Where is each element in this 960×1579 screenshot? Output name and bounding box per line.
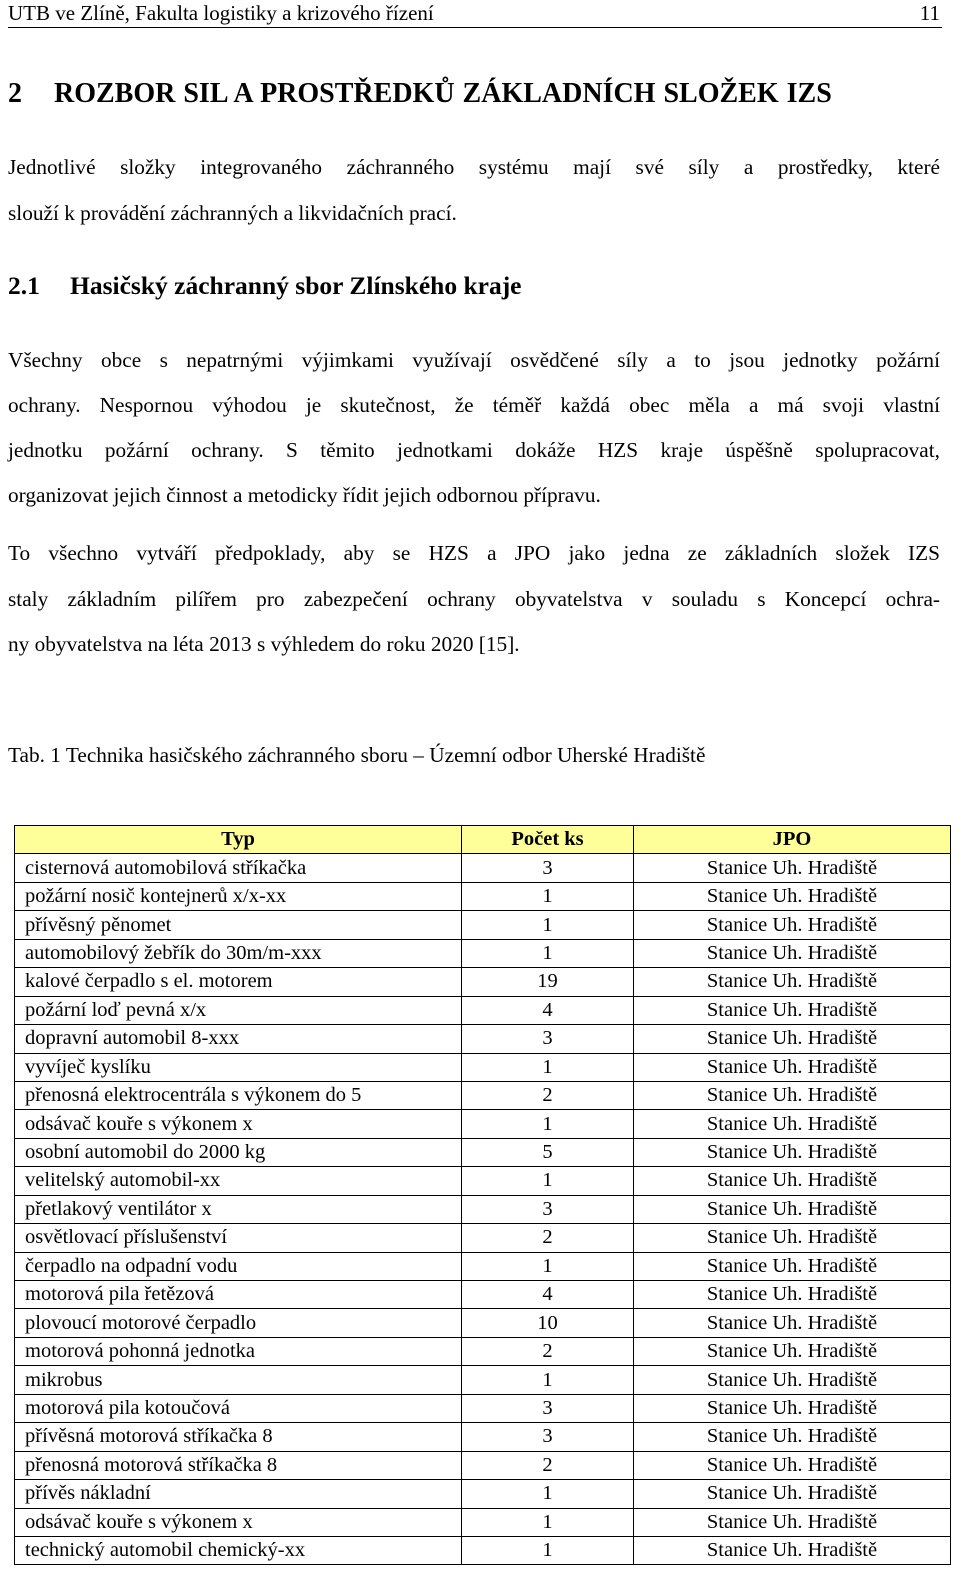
section-number: 2.1 bbox=[8, 271, 40, 300]
cell-typ: přenosná elektrocentrála s výkonem do 5 bbox=[15, 1081, 462, 1109]
cell-count: 1 bbox=[462, 1480, 634, 1508]
cell-jpo: Stanice Uh. Hradiště bbox=[634, 996, 951, 1024]
paragraph-line: To všechno vytváří předpoklady, aby se HZS a JPO jako jedna ze základních složek IZS bbox=[8, 541, 940, 565]
table-header-row bbox=[15, 826, 951, 854]
cell-count: 3 bbox=[462, 854, 634, 882]
table-row bbox=[15, 1224, 951, 1252]
table-caption: Tab. 1 Technika hasičského záchranného sboru – Územní odbor Uherské Hradiště bbox=[8, 743, 706, 767]
cell-typ: plovoucí motorové čerpadlo bbox=[15, 1309, 462, 1337]
paragraph-line: ny obyvatelstva na léta 2013 s výhledem do roku 2020 [15]. bbox=[8, 632, 520, 656]
equipment-table bbox=[14, 825, 951, 1565]
table-row bbox=[15, 1536, 951, 1564]
table-row bbox=[15, 1138, 951, 1166]
cell-typ: mikrobus bbox=[15, 1366, 462, 1394]
cell-typ: osobní automobil do 2000 kg bbox=[15, 1138, 462, 1166]
table-row bbox=[15, 1309, 951, 1337]
chapter-number: 2 bbox=[8, 78, 22, 109]
cell-count: 2 bbox=[462, 1081, 634, 1109]
cell-typ: přívěsný pěnomet bbox=[15, 911, 462, 939]
paragraph-2 bbox=[8, 531, 940, 668]
header-title: UTB ve Zlíně, Fakulta logistiky a krizového řízení bbox=[8, 1, 434, 25]
cell-jpo: Stanice Uh. Hradiště bbox=[634, 1053, 951, 1081]
cell-typ: přívěsná motorová stříkačka 8 bbox=[15, 1423, 462, 1451]
cell-jpo: Stanice Uh. Hradiště bbox=[634, 1167, 951, 1195]
cell-typ: přetlakový ventilátor x bbox=[15, 1195, 462, 1223]
cell-count: 4 bbox=[462, 1281, 634, 1309]
cell-jpo: Stanice Uh. Hradiště bbox=[634, 1081, 951, 1109]
cell-jpo: Stanice Uh. Hradiště bbox=[634, 911, 951, 939]
paragraph-line: Jednotlivé složky integrovaného záchranného systému mají své síly a prostředky, které bbox=[8, 155, 940, 179]
running-header bbox=[8, 0, 942, 28]
paragraph-line: Všechny obce s nepatrnými výjimkami využívají osvědčené síly a to jsou jednotky požární bbox=[8, 348, 940, 372]
cell-typ: automobilový žebřík do 30m/m-xxx bbox=[15, 939, 462, 967]
cell-jpo: Stanice Uh. Hradiště bbox=[634, 968, 951, 996]
cell-jpo: Stanice Uh. Hradiště bbox=[634, 854, 951, 882]
paragraph-line: organizovat jejich činnost a metodicky řídit jejich odbornou přípravu. bbox=[8, 483, 601, 507]
table-row bbox=[15, 1451, 951, 1479]
cell-count: 1 bbox=[462, 1053, 634, 1081]
cell-count: 1 bbox=[462, 939, 634, 967]
cell-typ: kalové čerpadlo s el. motorem bbox=[15, 968, 462, 996]
cell-count: 1 bbox=[462, 1536, 634, 1564]
column-header-typ: Typ bbox=[15, 826, 462, 854]
table-row bbox=[15, 1423, 951, 1451]
table-row bbox=[15, 996, 951, 1024]
cell-count: 1 bbox=[462, 1508, 634, 1536]
cell-typ: požární loď pevná x/x bbox=[15, 996, 462, 1024]
cell-typ: čerpadlo na odpadní vodu bbox=[15, 1252, 462, 1280]
page-number: 11 bbox=[919, 1, 940, 25]
cell-count: 3 bbox=[462, 1025, 634, 1053]
table-row bbox=[15, 1394, 951, 1422]
paragraph-line: staly základním pilířem pro zabezpečení ochrany obyvatelstva v souladu s Koncepcí ochra- bbox=[8, 586, 940, 611]
cell-count: 10 bbox=[462, 1309, 634, 1337]
paragraph-line: ochrany. Nespornou výhodou je skutečnost, že téměř každá obec měla a má svoji vlastní bbox=[8, 393, 940, 417]
cell-jpo: Stanice Uh. Hradiště bbox=[634, 939, 951, 967]
cell-typ: osvětlovací příslušenství bbox=[15, 1224, 462, 1252]
column-header-jpo: JPO bbox=[634, 826, 951, 854]
cell-jpo: Stanice Uh. Hradiště bbox=[634, 1195, 951, 1223]
section-heading bbox=[8, 271, 522, 301]
chapter-title: ROZBOR SIL A PROSTŘEDKŮ ZÁKLADNÍCH SLOŽEK IZS bbox=[54, 78, 832, 109]
cell-count: 1 bbox=[462, 1167, 634, 1195]
cell-jpo: Stanice Uh. Hradiště bbox=[634, 1025, 951, 1053]
cell-typ: vyvíječ kyslíku bbox=[15, 1053, 462, 1081]
cell-typ: přívěs nákladní bbox=[15, 1480, 462, 1508]
table-row bbox=[15, 1337, 951, 1365]
cell-typ: požární nosič kontejnerů x/x-xx bbox=[15, 882, 462, 910]
table-row bbox=[15, 1167, 951, 1195]
cell-typ: cisternová automobilová stříkačka bbox=[15, 854, 462, 882]
cell-count: 1 bbox=[462, 1252, 634, 1280]
table-row bbox=[15, 1366, 951, 1394]
paragraph-line: jednotku požární ochrany. S těmito jednotkami dokáže HZS kraje úspěšně spolupracovat, bbox=[8, 438, 940, 462]
table-row bbox=[15, 939, 951, 967]
cell-jpo: Stanice Uh. Hradiště bbox=[634, 1252, 951, 1280]
cell-count: 5 bbox=[462, 1138, 634, 1166]
cell-jpo: Stanice Uh. Hradiště bbox=[634, 1394, 951, 1422]
cell-count: 1 bbox=[462, 882, 634, 910]
section-title: Hasičský záchranný sbor Zlínského kraje bbox=[70, 271, 522, 300]
cell-count: 3 bbox=[462, 1423, 634, 1451]
table-row bbox=[15, 1480, 951, 1508]
cell-jpo: Stanice Uh. Hradiště bbox=[634, 1366, 951, 1394]
column-header-count: Počet ks bbox=[462, 826, 634, 854]
cell-typ: odsávač kouře s výkonem x bbox=[15, 1508, 462, 1536]
cell-count: 4 bbox=[462, 996, 634, 1024]
cell-jpo: Stanice Uh. Hradiště bbox=[634, 1508, 951, 1536]
table-row bbox=[15, 1252, 951, 1280]
table-row bbox=[15, 1053, 951, 1081]
table-row bbox=[15, 854, 951, 882]
cell-typ: technický automobil chemický-xx bbox=[15, 1536, 462, 1564]
cell-count: 2 bbox=[462, 1224, 634, 1252]
cell-count: 1 bbox=[462, 911, 634, 939]
cell-typ: velitelský automobil-xx bbox=[15, 1167, 462, 1195]
cell-count: 2 bbox=[462, 1337, 634, 1365]
cell-typ: přenosná motorová stříkačka 8 bbox=[15, 1451, 462, 1479]
cell-jpo: Stanice Uh. Hradiště bbox=[634, 1110, 951, 1138]
table-row bbox=[15, 968, 951, 996]
cell-typ: motorová pila kotoučová bbox=[15, 1394, 462, 1422]
cell-count: 19 bbox=[462, 968, 634, 996]
cell-jpo: Stanice Uh. Hradiště bbox=[634, 1224, 951, 1252]
table-body bbox=[15, 854, 951, 1565]
cell-typ: motorová pohonná jednotka bbox=[15, 1337, 462, 1365]
cell-jpo: Stanice Uh. Hradiště bbox=[634, 1309, 951, 1337]
cell-jpo: Stanice Uh. Hradiště bbox=[634, 1423, 951, 1451]
table-row bbox=[15, 1081, 951, 1109]
cell-typ: motorová pila řetězová bbox=[15, 1281, 462, 1309]
cell-jpo: Stanice Uh. Hradiště bbox=[634, 1480, 951, 1508]
cell-jpo: Stanice Uh. Hradiště bbox=[634, 1451, 951, 1479]
cell-jpo: Stanice Uh. Hradiště bbox=[634, 1138, 951, 1166]
cell-count: 2 bbox=[462, 1451, 634, 1479]
cell-count: 3 bbox=[462, 1195, 634, 1223]
cell-typ: odsávač kouře s výkonem x bbox=[15, 1110, 462, 1138]
cell-jpo: Stanice Uh. Hradiště bbox=[634, 1281, 951, 1309]
cell-count: 1 bbox=[462, 1366, 634, 1394]
table-row bbox=[15, 882, 951, 910]
cell-jpo: Stanice Uh. Hradiště bbox=[634, 882, 951, 910]
chapter-heading bbox=[8, 78, 832, 110]
cell-jpo: Stanice Uh. Hradiště bbox=[634, 1536, 951, 1564]
cell-jpo: Stanice Uh. Hradiště bbox=[634, 1337, 951, 1365]
table-row bbox=[15, 1508, 951, 1536]
table-row bbox=[15, 911, 951, 939]
intro-paragraph bbox=[8, 144, 940, 236]
table-row bbox=[15, 1195, 951, 1223]
table-row bbox=[15, 1110, 951, 1138]
paragraph-1 bbox=[8, 338, 940, 518]
table-row bbox=[15, 1025, 951, 1053]
cell-typ: dopravní automobil 8-xxx bbox=[15, 1025, 462, 1053]
table-row bbox=[15, 1281, 951, 1309]
cell-count: 3 bbox=[462, 1394, 634, 1422]
cell-count: 1 bbox=[462, 1110, 634, 1138]
paragraph-line: slouží k provádění záchranných a likvidačních prací. bbox=[8, 201, 457, 225]
